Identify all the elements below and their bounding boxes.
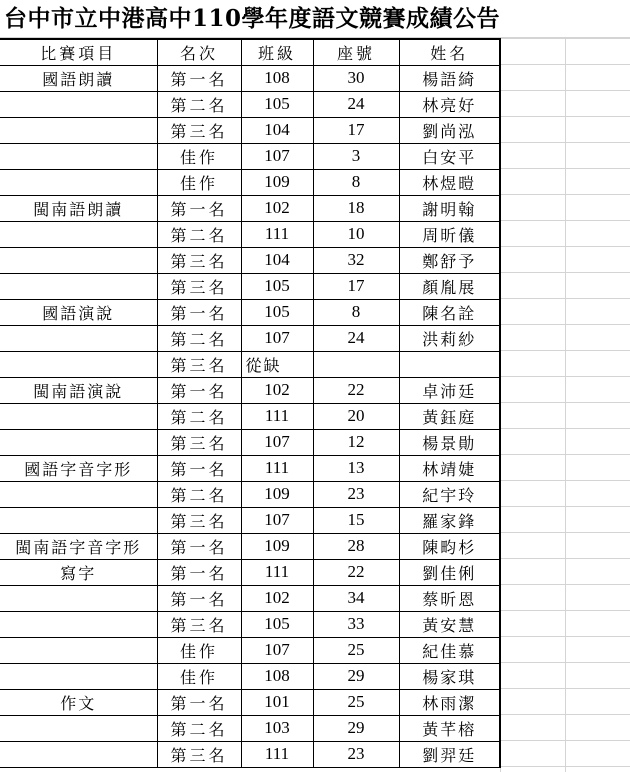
table-row <box>0 585 500 611</box>
category-cell[interactable] <box>0 169 157 195</box>
table-row <box>0 247 500 273</box>
rank-cell[interactable]: 第一名 <box>157 585 241 611</box>
category-cell[interactable]: 寫字 <box>0 559 157 585</box>
results-table <box>0 38 501 768</box>
category-cell[interactable] <box>0 429 157 455</box>
category-cell[interactable] <box>0 247 157 273</box>
seat-number-cell[interactable]: 18 <box>313 195 399 221</box>
class-cell[interactable]: 109 <box>241 169 313 195</box>
seat-number-cell[interactable]: 25 <box>313 637 399 663</box>
category-cell[interactable]: 國語演說 <box>0 299 157 325</box>
table-row <box>0 169 500 195</box>
category-cell[interactable]: 閩南語演說 <box>0 377 157 403</box>
seat-number-cell[interactable]: 32 <box>313 247 399 273</box>
class-cell[interactable]: 102 <box>241 195 313 221</box>
class-cell[interactable]: 111 <box>241 455 313 481</box>
class-cell[interactable]: 108 <box>241 65 313 91</box>
table-row <box>0 663 500 689</box>
category-cell[interactable]: 國語字音字形 <box>0 455 157 481</box>
rank-cell[interactable]: 第一名 <box>157 689 241 715</box>
name-cell[interactable]: 林煜暟 <box>399 169 500 195</box>
rank-cell[interactable]: 第一名 <box>157 533 241 559</box>
name-cell[interactable]: 鄭舒予 <box>399 247 500 273</box>
rank-cell[interactable]: 第二名 <box>157 221 241 247</box>
seat-number-cell[interactable]: 25 <box>313 689 399 715</box>
rank-cell[interactable]: 第三名 <box>157 351 241 377</box>
rank-cell[interactable]: 第三名 <box>157 117 241 143</box>
name-cell[interactable]: 白安平 <box>399 143 500 169</box>
name-cell[interactable]: 謝明翰 <box>399 195 500 221</box>
class-cell[interactable]: 111 <box>241 403 313 429</box>
class-cell[interactable]: 104 <box>241 247 313 273</box>
seat-number-cell[interactable]: 29 <box>313 663 399 689</box>
seat-number-cell[interactable]: 34 <box>313 585 399 611</box>
class-cell[interactable]: 105 <box>241 273 313 299</box>
class-cell[interactable]: 107 <box>241 507 313 533</box>
table-row <box>0 377 500 403</box>
table-row <box>0 221 500 247</box>
seat-number-cell[interactable]: 13 <box>313 455 399 481</box>
table-row <box>0 65 500 91</box>
name-cell[interactable]: 楊語綺 <box>399 65 500 91</box>
class-cell[interactable]: 105 <box>241 611 313 637</box>
rank-cell[interactable]: 第一名 <box>157 195 241 221</box>
seat-number-cell[interactable]: 29 <box>313 715 399 741</box>
category-cell[interactable] <box>0 741 157 767</box>
class-cell[interactable]: 111 <box>241 559 313 585</box>
name-cell[interactable] <box>399 351 500 377</box>
table-row <box>0 117 500 143</box>
seat-number-cell[interactable]: 8 <box>313 169 399 195</box>
name-cell[interactable]: 卓沛廷 <box>399 377 500 403</box>
class-cell[interactable]: 107 <box>241 143 313 169</box>
table-row <box>0 351 500 377</box>
class-cell[interactable]: 101 <box>241 689 313 715</box>
seat-number-cell[interactable]: 8 <box>313 299 399 325</box>
table-row <box>0 299 500 325</box>
table-row <box>0 715 500 741</box>
rank-cell[interactable]: 第二名 <box>157 325 241 351</box>
seat-number-cell[interactable]: 24 <box>313 91 399 117</box>
category-cell[interactable] <box>0 585 157 611</box>
seat-number-cell[interactable]: 23 <box>313 741 399 767</box>
table-row <box>0 429 500 455</box>
rank-cell[interactable]: 第三名 <box>157 611 241 637</box>
rank-cell[interactable]: 第一名 <box>157 455 241 481</box>
rank-cell[interactable]: 第三名 <box>157 273 241 299</box>
table-row <box>0 611 500 637</box>
table-row <box>0 195 500 221</box>
category-cell[interactable] <box>0 325 157 351</box>
table-row <box>0 741 500 767</box>
category-cell[interactable] <box>0 715 157 741</box>
name-cell[interactable]: 洪莉紗 <box>399 325 500 351</box>
rank-cell[interactable]: 佳作 <box>157 663 241 689</box>
seat-number-cell[interactable]: 12 <box>313 429 399 455</box>
seat-number-cell[interactable]: 15 <box>313 507 399 533</box>
category-cell[interactable] <box>0 117 157 143</box>
category-cell[interactable]: 閩南語字音字形 <box>0 533 157 559</box>
category-cell[interactable]: 國語朗讀 <box>0 65 157 91</box>
name-cell[interactable]: 黃鈺庭 <box>399 403 500 429</box>
seat-number-cell[interactable]: 33 <box>313 611 399 637</box>
name-cell[interactable]: 羅家鋒 <box>399 507 500 533</box>
seat-number-cell[interactable] <box>313 351 399 377</box>
class-cell[interactable]: 103 <box>241 715 313 741</box>
rank-cell[interactable]: 第三名 <box>157 741 241 767</box>
name-cell[interactable]: 林靖婕 <box>399 455 500 481</box>
rank-cell[interactable]: 第一名 <box>157 377 241 403</box>
category-cell[interactable] <box>0 273 157 299</box>
class-cell[interactable]: 105 <box>241 91 313 117</box>
name-cell[interactable]: 陳畇杉 <box>399 533 500 559</box>
class-cell[interactable]: 107 <box>241 429 313 455</box>
table-row <box>0 507 500 533</box>
header-category[interactable]: 比賽項目 <box>0 39 157 65</box>
seat-number-cell[interactable]: 22 <box>313 377 399 403</box>
table-row <box>0 403 500 429</box>
table-row <box>0 143 500 169</box>
name-cell[interactable]: 林雨潔 <box>399 689 500 715</box>
name-cell[interactable]: 楊家琪 <box>399 663 500 689</box>
name-cell[interactable]: 黃安慧 <box>399 611 500 637</box>
category-cell[interactable] <box>0 611 157 637</box>
header-rank[interactable]: 名次 <box>157 39 241 65</box>
seat-number-cell[interactable]: 3 <box>313 143 399 169</box>
seat-number-cell[interactable]: 30 <box>313 65 399 91</box>
class-cell[interactable]: 109 <box>241 533 313 559</box>
category-cell[interactable] <box>0 91 157 117</box>
rank-cell[interactable]: 第一名 <box>157 559 241 585</box>
table-row <box>0 455 500 481</box>
category-cell[interactable] <box>0 403 157 429</box>
class-cell[interactable]: 104 <box>241 117 313 143</box>
category-cell[interactable] <box>0 637 157 663</box>
seat-number-cell[interactable]: 23 <box>313 481 399 507</box>
class-cell[interactable]: 102 <box>241 377 313 403</box>
category-cell[interactable] <box>0 221 157 247</box>
seat-number-cell[interactable]: 28 <box>313 533 399 559</box>
class-cell[interactable]: 111 <box>241 741 313 767</box>
table-row <box>0 91 500 117</box>
category-cell[interactable]: 作文 <box>0 689 157 715</box>
rank-cell[interactable]: 佳作 <box>157 169 241 195</box>
table-row <box>0 689 500 715</box>
name-cell[interactable]: 紀宇玲 <box>399 481 500 507</box>
spreadsheet-empty-columns <box>500 38 630 772</box>
page-title: 台中市立中港高中110學年度語文競賽成績公告 <box>4 5 501 32</box>
header-seat-number[interactable]: 座號 <box>313 39 399 65</box>
category-cell[interactable] <box>0 663 157 689</box>
name-cell[interactable]: 楊景勛 <box>399 429 500 455</box>
table-row <box>0 481 500 507</box>
class-cell[interactable]: 107 <box>241 325 313 351</box>
rank-cell[interactable]: 第一名 <box>157 299 241 325</box>
class-cell[interactable]: 102 <box>241 585 313 611</box>
rank-cell[interactable]: 佳作 <box>157 143 241 169</box>
class-cell[interactable]: 108 <box>241 663 313 689</box>
table-row <box>0 559 500 585</box>
category-cell[interactable] <box>0 507 157 533</box>
name-cell[interactable]: 陳名詮 <box>399 299 500 325</box>
seat-number-cell[interactable]: 10 <box>313 221 399 247</box>
name-cell[interactable]: 林亮好 <box>399 91 500 117</box>
table-row <box>0 533 500 559</box>
name-cell[interactable]: 紀佳慕 <box>399 637 500 663</box>
class-cell[interactable]: 111 <box>241 221 313 247</box>
category-cell[interactable] <box>0 481 157 507</box>
seat-number-cell[interactable]: 20 <box>313 403 399 429</box>
name-cell[interactable]: 黃芊榕 <box>399 715 500 741</box>
seat-number-cell[interactable]: 22 <box>313 559 399 585</box>
rank-cell[interactable]: 第二名 <box>157 481 241 507</box>
rank-cell[interactable]: 第三名 <box>157 429 241 455</box>
rank-cell[interactable]: 第三名 <box>157 507 241 533</box>
rank-cell[interactable]: 第三名 <box>157 247 241 273</box>
rank-cell[interactable]: 佳作 <box>157 637 241 663</box>
class-cell[interactable]: 107 <box>241 637 313 663</box>
rank-cell[interactable]: 第二名 <box>157 91 241 117</box>
name-cell[interactable]: 劉羿廷 <box>399 741 500 767</box>
name-cell[interactable]: 周昕儀 <box>399 221 500 247</box>
name-cell[interactable]: 劉佳俐 <box>399 559 500 585</box>
header-name[interactable]: 姓名 <box>399 39 500 65</box>
class-cell[interactable]: 109 <box>241 481 313 507</box>
category-cell[interactable] <box>0 143 157 169</box>
name-cell[interactable]: 劉尚泓 <box>399 117 500 143</box>
seat-number-cell[interactable]: 24 <box>313 325 399 351</box>
category-cell[interactable]: 閩南語朗讀 <box>0 195 157 221</box>
rank-cell[interactable]: 第二名 <box>157 403 241 429</box>
class-cell[interactable]: 從缺 <box>241 351 313 377</box>
name-cell[interactable]: 顏胤展 <box>399 273 500 299</box>
rank-cell[interactable]: 第二名 <box>157 715 241 741</box>
header-class[interactable]: 班級 <box>241 39 313 65</box>
class-cell[interactable]: 105 <box>241 299 313 325</box>
seat-number-cell[interactable]: 17 <box>313 117 399 143</box>
seat-number-cell[interactable]: 17 <box>313 273 399 299</box>
rank-cell[interactable]: 第一名 <box>157 65 241 91</box>
name-cell[interactable]: 蔡昕恩 <box>399 585 500 611</box>
table-row <box>0 637 500 663</box>
table-row <box>0 325 500 351</box>
category-cell[interactable] <box>0 351 157 377</box>
table-row <box>0 273 500 299</box>
table-header-row <box>0 39 500 65</box>
